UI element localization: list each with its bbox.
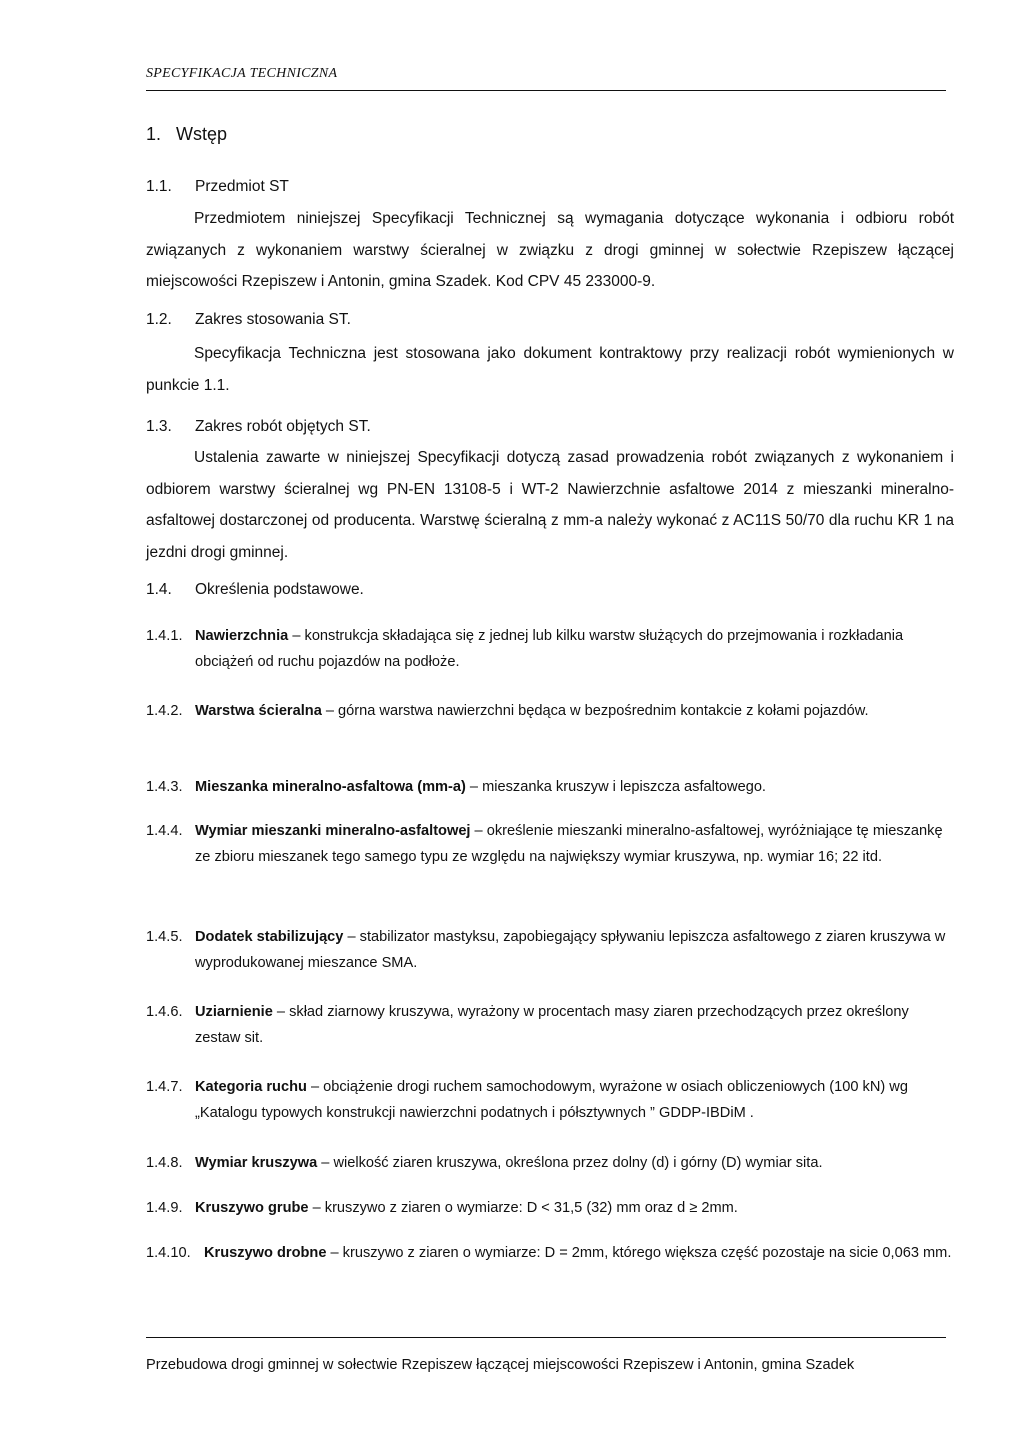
definition-term: Wymiar mieszanki mineralno-asfaltowej xyxy=(195,823,471,839)
definition-separator: – xyxy=(465,779,483,795)
definition-separator: – xyxy=(326,1245,343,1261)
paragraph-1-1: Przedmiotem niniejszej Specyfikacji Technicznej są wymagania dotyczące wykonania i odbioru robót związanych z wykonaniem warstwy ścieralnej w związku z drogi gminnej w sołectwie Rzepiszew łączącej miejscowości Rzepiszew i Antonin, gmina Szadek. Kod CPV 45 233000-9. xyxy=(146,210,954,290)
paragraph-1-2: Specyfikacja Techniczna jest stosowana jako dokument kontraktowy przy realizacji robót wymienionych w punkcie 1.1. xyxy=(146,345,954,394)
definition-text: konstrukcja składająca się z jednej lub kilku warstw służących do przejmowania i rozkładania obciążeń od ruchu pojazdów na podłoże. xyxy=(195,628,904,670)
definition-text: skład ziarnowy kruszywa, wyrażony w procentach masy ziaren przechodzących przez określony zestaw sit. xyxy=(195,1004,909,1046)
definition-term: Kruszywo drobne xyxy=(204,1245,327,1261)
definition-item xyxy=(146,774,954,800)
definition-number: 1.4.10. xyxy=(146,1245,191,1261)
definition-item xyxy=(146,1195,954,1221)
definition-separator: – xyxy=(288,628,305,644)
definition-number: 1.4.6. xyxy=(146,1004,183,1020)
subsection-number: 1.4. xyxy=(146,581,172,598)
definition-item xyxy=(146,1150,954,1176)
definition-text: kruszywo z ziaren o wymiarze: D = 2mm, którego większa część pozostaje na sicie 0,063 mm. xyxy=(342,1245,952,1261)
section-heading xyxy=(146,124,227,145)
definition-item xyxy=(146,818,954,870)
subsection-number: 1.2. xyxy=(146,311,172,328)
subsection-heading-1-1 xyxy=(146,178,289,196)
definition-item xyxy=(146,999,954,1051)
definition-separator: – xyxy=(272,1004,290,1020)
definition-separator: – xyxy=(306,1079,324,1095)
running-header: SPECYFIKACJA TECHNICZNA xyxy=(146,66,338,81)
definition-item xyxy=(146,1240,954,1266)
definition-text: kruszywo z ziaren o wymiarze: D < 31,5 (32) mm oraz d ≥ 2mm. xyxy=(324,1200,738,1216)
definition-term: Dodatek stabilizujący xyxy=(195,929,344,945)
definition-item xyxy=(146,1074,954,1126)
definition-term: Wymiar kruszywa xyxy=(195,1155,318,1171)
definition-separator: – xyxy=(470,823,487,839)
definition-number: 1.4.8. xyxy=(146,1155,183,1171)
subsection-title: Określenia podstawowe. xyxy=(195,581,364,598)
definition-term: Mieszanka mineralno-asfaltowa (mm-a) xyxy=(195,779,466,795)
definition-number: 1.4.7. xyxy=(146,1079,183,1095)
definition-separator: – xyxy=(343,929,360,945)
definition-number: 1.4.3. xyxy=(146,779,183,795)
definition-number: 1.4.5. xyxy=(146,929,183,945)
footer-divider xyxy=(146,1337,946,1338)
definition-text: górna warstwa nawierzchni będąca w bezpośrednim kontakcie z kołami pojazdów. xyxy=(338,703,869,719)
definition-text: określenie mieszanki mineralno-asfaltowej, wyróżniające tę mieszankę ze zbioru mieszanek tego samego typu ze względu na największy wymiar kruszywa, np. wymiar 16; 22 itd. xyxy=(195,823,943,865)
definition-number: 1.4.2. xyxy=(146,703,183,719)
subsection-title: Zakres stosowania ST. xyxy=(195,311,351,328)
definition-term: Uziarnienie xyxy=(195,1004,273,1020)
header-divider xyxy=(146,90,946,91)
definition-text: obciążenie drogi ruchem samochodowym, wyrażone w osiach obliczeniowych (100 kN) wg „Katalogu typowych konstrukcji nawierzchni podatnych i półsztywnych ” GDDP-IBDiM . xyxy=(195,1079,908,1121)
definition-separator: – xyxy=(317,1155,334,1171)
definition-term: Kruszywo grube xyxy=(195,1200,309,1216)
definition-item xyxy=(146,623,954,675)
definition-term: Nawierzchnia xyxy=(195,628,289,644)
definition-number: 1.4.4. xyxy=(146,823,183,839)
subsection-heading-1-4 xyxy=(146,581,364,599)
definition-text: mieszanka kruszyw i lepiszcza asfaltowego. xyxy=(482,779,766,795)
subsection-heading-1-3 xyxy=(146,418,371,436)
definition-separator: – xyxy=(321,703,339,719)
subsection-heading-1-2 xyxy=(146,311,351,329)
subsection-title: Zakres robót objętych ST. xyxy=(195,418,371,435)
definition-text: wielkość ziaren kruszywa, określona przez dolny (d) i górny (D) wymiar sita. xyxy=(333,1155,823,1171)
definition-term: Warstwa ścieralna xyxy=(195,703,322,719)
subsection-title: Przedmiot ST xyxy=(195,178,289,195)
definition-number: 1.4.1. xyxy=(146,628,183,644)
section-number: 1. xyxy=(146,124,162,144)
section-title: Wstęp xyxy=(176,124,228,144)
definition-item xyxy=(146,698,954,724)
running-footer: Przebudowa drogi gminnej w sołectwie Rzepiszew łączącej miejscowości Rzepiszew i Antonin, gmina Szadek xyxy=(146,1357,855,1373)
subsection-number: 1.1. xyxy=(146,178,172,195)
definition-item xyxy=(146,924,954,976)
subsection-number: 1.3. xyxy=(146,418,172,435)
definition-number: 1.4.9. xyxy=(146,1200,183,1216)
paragraph-1-3: Ustalenia zawarte w niniejszej Specyfikacji dotyczą zasad prowadzenia robót związanych z wykonaniem i odbiorem warstwy ścieralnej wg PN-EN 13108-5 i WT-2 Nawierzchnie asfaltowe 2014 z mieszanki mineralno-asfaltowej dostarczonej od producenta. Warstwę ścieralną z mm-a należy wykonać z AC11S 50/70 dla ruchu KR 1 na jezdni drogi gminnej. xyxy=(146,449,954,561)
definition-text: stabilizator mastyksu, zapobiegający spływaniu lepiszcza asfaltowego z ziaren kruszywa w wyprodukowanej mieszance SMA. xyxy=(195,929,946,971)
definition-separator: – xyxy=(308,1200,325,1216)
definition-term: Kategoria ruchu xyxy=(195,1079,307,1095)
